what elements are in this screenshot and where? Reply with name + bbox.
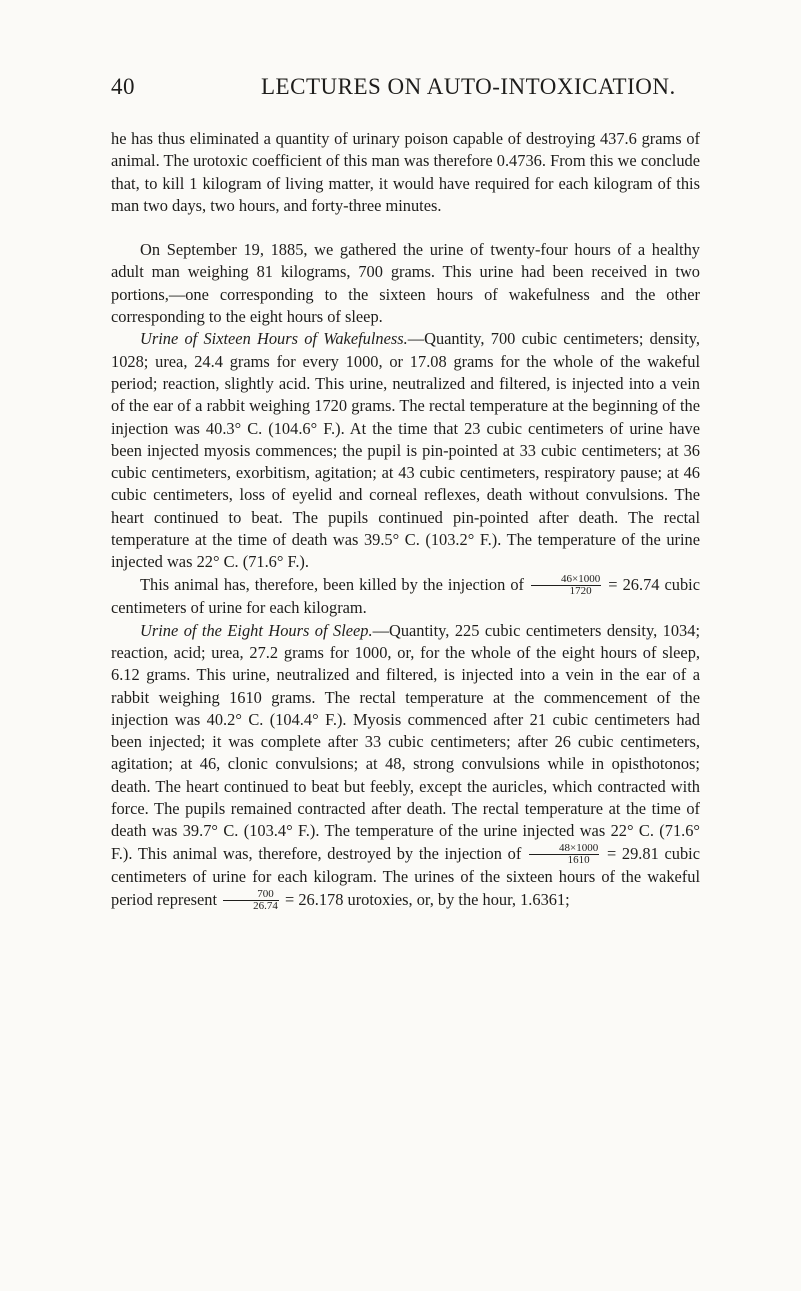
wakefulness-fraction <box>531 574 601 597</box>
fraction-denominator: 26.74 <box>253 900 278 913</box>
fraction-numerator: 46×1000 <box>531 574 601 586</box>
fraction-numerator: 700 <box>223 889 279 901</box>
wakefulness-result-text: This animal has, therefore, been killed by the injection of <box>140 574 524 594</box>
fraction-denominator: 1610 <box>567 854 590 867</box>
paragraph-wakefulness-urine <box>111 328 700 573</box>
paragraph-wakefulness-result <box>111 574 700 620</box>
paragraph-sleep-urine <box>111 620 700 913</box>
wakefulness-result-tail: = 26.74 cubic centimeters of urine for each kilogram. <box>111 574 700 618</box>
paragraph-continuation: he has thus eliminated a quantity of urinary poison capable of destroying 437.6 grams of animal. The urotoxic coefficient of this man was therefore 0.4736. From this we conclude that, to kill 1 kilogram of living matter, it would have required for each kilogram of this man two days, two hours, and forty-three minutes. <box>111 129 700 215</box>
sleep-text: —Quantity, 225 cubic centimeters density, 1034; reaction, acid; urea, 27.2 grams for 1000, or, for the whole of the eight hours of sleep, 6.12 grams. This urine, neutralized and filtered, is injected into a vein in the ear of a rabbit weighing 1610 grams. The rectal temperature at the commencement of the injection was 40.2° C. (104.4° F.). Myosis commenced after 21 cubic centimeters had been injected; it was complete after 33 cubic centimeters; after 26 cubic centimeters, agitation; at 46, clonic convulsions; at 48, strong convulsions while in opisthotonos; death. The heart continued to beat but feebly, except the auricles, which contracted with force. The pupils remained contracted after death. The rectal temperature at the time of death was 39.7° C. (103.4° F.). The temperature of the urine injected was 22° C. (71.6° F.). This animal was, therefore, destroyed by the injection of <box>111 620 700 863</box>
sleep-mid-text: = 29.81 cubic centimeters of urine for each kilogram. The urines of the sixteen hours of the wakeful period represent <box>111 843 700 909</box>
fraction-denominator: 1720 <box>569 585 592 598</box>
urotoxies-fraction <box>223 889 279 912</box>
running-title: LECTURES ON AUTO-INTOXICATION. <box>261 74 676 99</box>
body-text <box>111 128 700 912</box>
wakefulness-subheading: Urine of Sixteen Hours of Wakefulness. <box>140 329 408 349</box>
wakefulness-text: —Quantity, 700 cubic centimeters; density, 1028; urea, 24.4 grams for every 1000, or 17.08 grams for the whole of the wakeful period; reaction, slightly acid. This urine, neutralized and filtered, is injected into a vein of the ear of a rabbit weighing 1720 grams. The rectal temperature at the beginning of the injection was 40.3° C. (104.6° F.). At the time that 23 cubic centimeters of urine have been injected myosis commences; the pupil is pin-pointed at 33 cubic centimeters; at 36 cubic centimeters, exorbitism, agitation; at 43 cubic centimeters, respiratory pause; at 46 cubic centimeters, loss of eyelid and corneal reflexes, death without convulsions. The heart continued to beat. The pupils continued pin-pointed after death. The rectal temperature at the time of death was 39.5° C. (103.2° F.). The temperature of the urine injected was 22° C. (71.6° F.). <box>111 329 700 572</box>
sleep-fraction <box>529 843 599 866</box>
paragraph-september-experiment: On September 19, 1885, we gathered the urine of twenty-four hours of a healthy adult man weighing 81 kilograms, 700 grams. This urine had been received in two portions,—one corresponding to the sixteen hours of wakefulness and the other corresponding to the eight hours of sleep. <box>111 240 700 327</box>
fraction-numerator: 48×1000 <box>529 843 599 855</box>
page-header <box>111 74 711 104</box>
sleep-tail-text: = 26.178 urotoxies, or, by the hour, 1.6361; <box>285 889 570 909</box>
page-number: 40 <box>111 74 135 99</box>
sleep-subheading: Urine of the Eight Hours of Sleep. <box>140 620 373 640</box>
